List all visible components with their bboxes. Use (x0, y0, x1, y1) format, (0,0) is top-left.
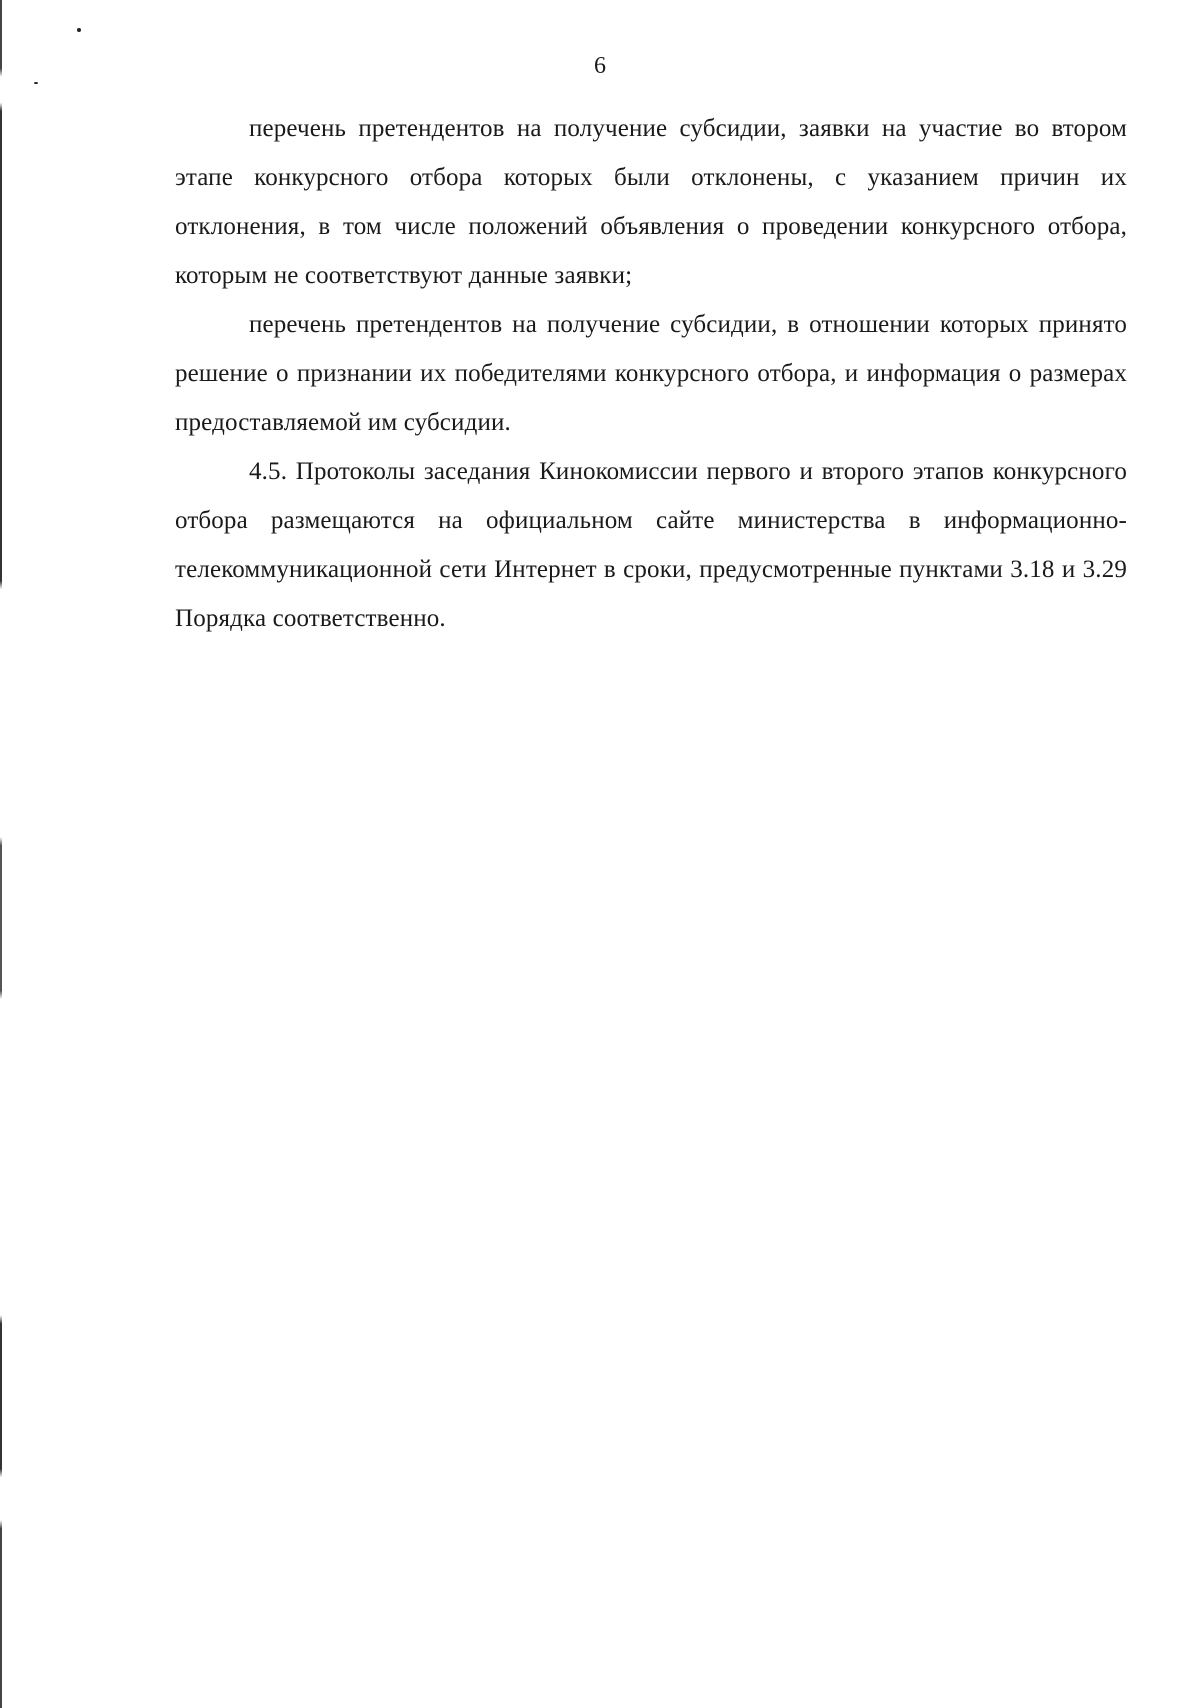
document-body (175, 104, 1127, 643)
scan-speck (34, 82, 38, 84)
page-number: 6 (594, 53, 606, 79)
paragraph-winners: перечень претендентов на получение субсидии, в отношении которых принято решение о признании их победителями конкурсного отбора, и информация о размерах предоставляемой им субсидии. (175, 311, 1127, 436)
paragraph-rejected-applicants: перечень претендентов на получение субсидии, заявки на участие во втором этапе конкурсного отбора которых были отклонены, с указанием причин их отклонения, в том числе положений объявления о проведении конкурсного отбора, которым не соответствуют данные заявки; (175, 115, 1127, 289)
scan-speck (77, 28, 81, 32)
scan-edge-artifact (0, 0, 2, 1708)
paragraph-4-5-protocols: 4.5. Протоколы заседания Кинокомиссии первого и второго этапов конкурсного отбора размещаются на официальном сайте министерства в информационно-телекоммуникационной сети Интернет в сроки, предусмотренные пунктами 3.18 и 3.29 Порядка соответственно. (175, 458, 1127, 632)
